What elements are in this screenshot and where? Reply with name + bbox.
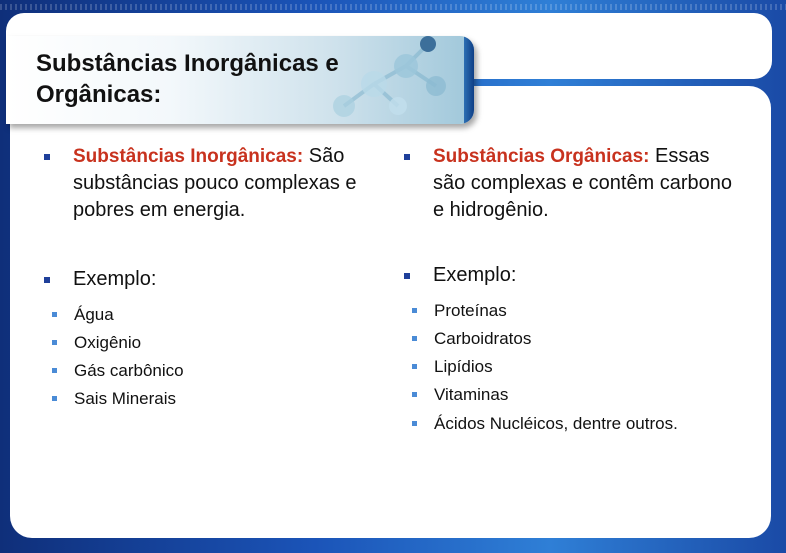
square-bullet-icon: [44, 277, 50, 283]
list-item-label: Vitaminas: [434, 385, 509, 404]
list-item-label: Proteínas: [434, 301, 507, 320]
square-bullet-icon: [412, 421, 417, 426]
list-item: [400, 381, 745, 409]
list-item-label: Carboidratos: [434, 329, 532, 348]
bullet-example-left: [40, 266, 370, 293]
square-bullet-icon: [412, 364, 417, 369]
list-item: [40, 357, 370, 385]
bullet-inorganic: [40, 143, 370, 224]
list-item: [400, 353, 745, 381]
list-item: [40, 329, 370, 357]
inorganic-examples: [40, 301, 370, 413]
list-item-label: Sais Minerais: [74, 389, 177, 408]
square-bullet-icon: [52, 312, 57, 317]
frame-stripe: [0, 4, 786, 10]
bullet-example-right: [400, 262, 745, 289]
organic-examples: [400, 297, 745, 436]
slide-title: Substâncias Inorgânicas e Orgânicas:: [36, 50, 339, 108]
square-bullet-icon: [404, 273, 410, 279]
inorganic-heading: Substâncias Inorgânicas:: [73, 146, 304, 167]
inorganic-description: São substâncias pouco complexas e pobres em energia.: [73, 145, 357, 221]
square-bullet-icon: [412, 308, 417, 313]
list-item-label: Gás carbônico: [74, 361, 184, 380]
square-bullet-icon: [404, 154, 410, 160]
list-item: [40, 301, 370, 329]
square-bullet-icon: [44, 154, 50, 160]
organic-heading: Substâncias Orgânicas:: [433, 146, 650, 167]
example-label: Exemplo:: [433, 264, 517, 286]
list-item-label: Lipídios: [434, 357, 493, 376]
right-column: [400, 143, 745, 436]
square-bullet-icon: [52, 368, 57, 373]
title-box-edge: [464, 36, 474, 124]
square-bullet-icon: [52, 340, 57, 345]
list-item: [400, 409, 745, 436]
list-item-label: Oxigênio: [74, 333, 142, 352]
square-bullet-icon: [412, 392, 417, 397]
list-item: [40, 385, 370, 413]
list-item-label: Ácidos Nucléicos, dentre outros.: [434, 414, 678, 433]
left-column: [40, 143, 370, 413]
organic-description: Essas são complexas e contêm carbono e hidrogênio.: [433, 145, 733, 221]
list-item: [400, 297, 745, 325]
square-bullet-icon: [412, 336, 417, 341]
list-item: [400, 325, 745, 353]
bullet-organic: [400, 143, 745, 224]
example-label: Exemplo:: [73, 268, 157, 290]
square-bullet-icon: [52, 396, 57, 401]
list-item-label: Água: [74, 305, 114, 324]
